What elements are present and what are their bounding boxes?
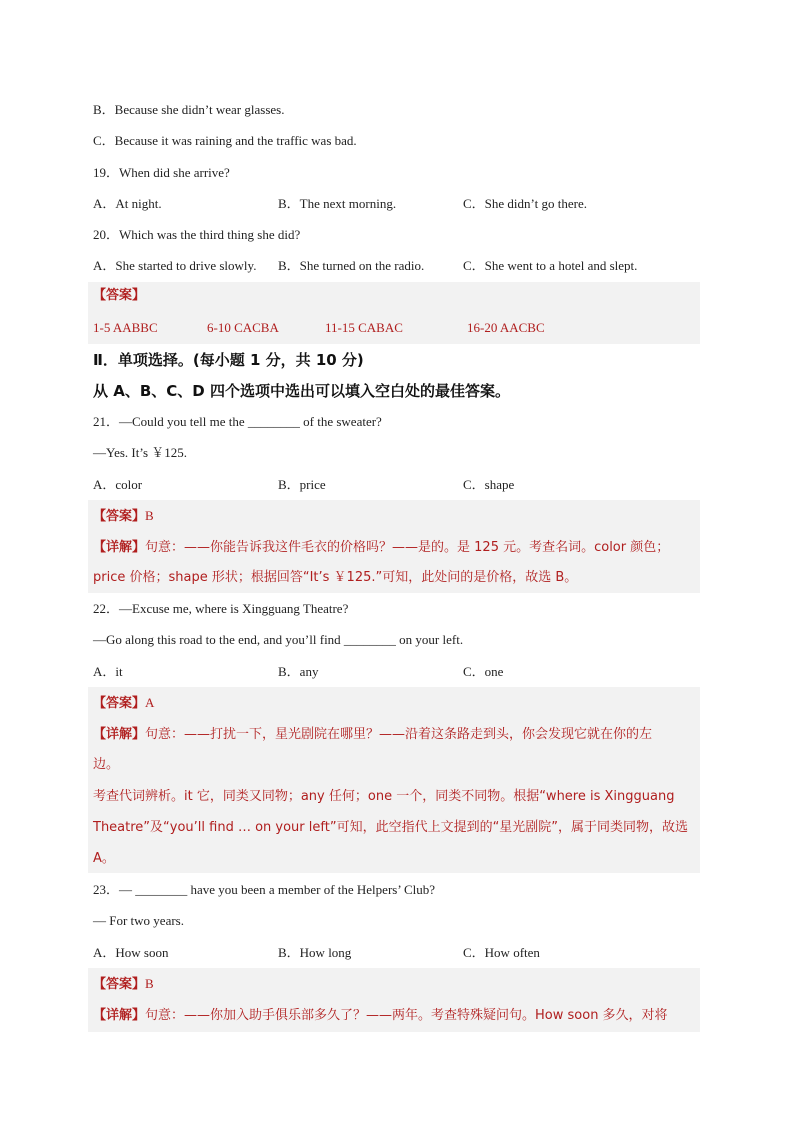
q20-stem: 20．Which was the third thing she did?: [93, 227, 301, 242]
q23-detail-line-1: [93, 1007, 668, 1024]
section-title: Ⅱ．单项选择。(每小题 1 分，共 10 分): [93, 351, 364, 369]
q23-option-c: C．How often: [463, 945, 540, 960]
q21-stem: 21．—Could you tell me the ________ of the sweater?: [93, 414, 382, 429]
detail-text: 句意：——你加入助手俱乐部多久了？——两年。考查特殊疑问句。How soon 多久，对将: [145, 1008, 668, 1023]
answer-value: B: [145, 976, 154, 991]
answer-value: A: [145, 695, 155, 710]
q22-option-a: A．it: [93, 664, 123, 679]
q19-option-c: C．She didn’t go there.: [463, 196, 587, 211]
q21-answer-box: [88, 500, 700, 593]
answer-tag: 【答案】: [93, 288, 146, 303]
q21-option-c: C．shape: [463, 477, 515, 492]
q23-stem: 23．— ________ have you been a member of the Helpers’ Club?: [93, 882, 435, 897]
q22-detail-line-2: 边。: [93, 757, 120, 772]
detail-tag: 【详解】: [93, 1008, 146, 1023]
q23-answer-line: [93, 976, 154, 993]
answer-tag: 【答案】: [93, 977, 146, 992]
q21-option-a: A．color: [93, 477, 143, 492]
q18-option-b: B．Because she didn’t wear glasses.: [93, 102, 285, 117]
answer-value: B: [145, 508, 154, 523]
q22-stem: 22．—Excuse me, where is Xingguang Theatre?: [93, 601, 349, 616]
q23-option-a: A．How soon: [93, 945, 169, 960]
q21-answer-line: [93, 508, 154, 525]
q22-detail-line-5: A。: [93, 851, 115, 866]
q20-option-b: B．She turned on the radio.: [278, 258, 425, 273]
q20-option-a: A．She started to drive slowly.: [93, 258, 257, 273]
q18-option-c: C．Because it was raining and the traffic was bad.: [93, 133, 357, 148]
q23-option-b: B．How long: [278, 945, 352, 960]
detail-tag: 【详解】: [93, 727, 146, 742]
q21-detail-line-2: price 价格；shape 形状；根据回答“It’s ￥125.”可知，此处问的是价格，故选 B。: [93, 570, 578, 585]
q19-stem: 19．When did she arrive?: [93, 165, 230, 180]
section-instruction: 从 A、B、C、D 四个选项中选出可以填入空白处的最佳答案。: [93, 382, 510, 400]
q23-reply: — For two years.: [93, 913, 184, 928]
q21-reply: —Yes. It’s ￥125.: [93, 445, 188, 460]
detail-text: 句意：——打扰一下，星光剧院在哪里？——沿着这条路走到头，你会发现它就在你的左: [145, 727, 653, 742]
detail-tag: 【详解】: [93, 540, 146, 555]
q21-option-b: B．price: [278, 477, 326, 492]
answer-tag: 【答案】: [93, 696, 146, 711]
detail-text: 句意：——你能告诉我这件毛衣的价格吗？——是的。是 125 元。考查名词。color 颜色；: [145, 540, 670, 555]
q22-option-c: C．one: [463, 664, 504, 679]
q23-answer-box: [88, 968, 700, 1032]
q20-option-c: C．She went to a hotel and slept.: [463, 258, 638, 273]
answer-group-2: 6-10 CACBA: [207, 320, 279, 335]
q21-detail-line-1: [93, 539, 669, 556]
q19-option-b: B．The next morning.: [278, 196, 397, 211]
q22-detail-line-1: [93, 726, 652, 743]
answer-group-4: 16-20 AACBC: [467, 320, 545, 335]
answer-group-3: 11-15 CABAC: [325, 320, 403, 335]
answer-tag: 【答案】: [93, 509, 146, 524]
listening-answer-box: [88, 282, 700, 344]
q22-answer-line: [93, 695, 154, 712]
answer-group-1: 1-5 AABBC: [93, 320, 158, 335]
q22-detail-line-3: 考查代词辨析。it 它，同类又同物；any 任何；one 一个，同类不同物。根据“where is Xingguang: [93, 789, 675, 804]
q22-detail-line-4: Theatre”及“you’ll find … on your left”可知，此空指代上文提到的“星光剧院”，属于同类同物，故选: [93, 820, 689, 835]
q22-answer-box: [88, 687, 700, 873]
q19-option-a: A．At night.: [93, 196, 162, 211]
q22-reply: —Go along this road to the end, and you’ll find ________ on your left.: [93, 632, 464, 647]
q22-option-b: B．any: [278, 664, 319, 679]
